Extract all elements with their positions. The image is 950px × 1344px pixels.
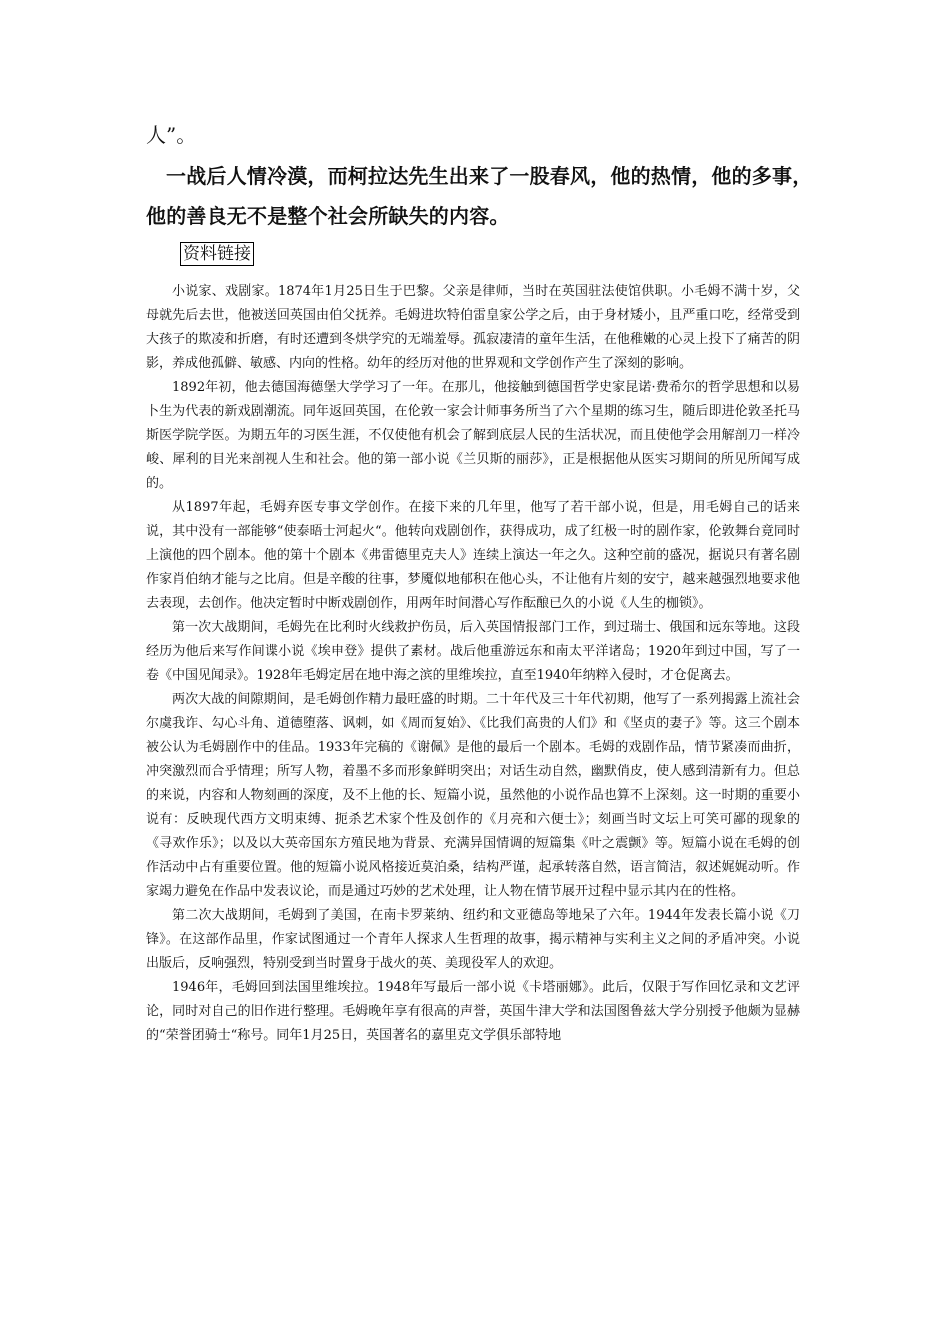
continuation-line: 人”。 [146, 123, 197, 147]
paragraph-literary-career: 从1897年起，毛姆弃医专事文学创作。在接下来的几年里，他写了若干部小说，但是，用毛姆自己的话来说，其中没有一部能够“使泰晤士河起火“。他转向戏剧创作，获得成功，成了红极一时的剧作家，伦敦舞台竟同时上演他的四个剧本。他的第十个剧本《弗雷德里克夫人》连续上演达一年之久。这种空前的盛况，据说只有著名剧作家肖伯纳才能与之比肩。但是辛酸的往事，梦魇似地郁积在他心头，不让他有片刻的安宁，越来越强烈地要求他去表现，去创作。他决定暂时中断戏剧创作，用两年时间潜心写作酝酿已久的小说《人生的枷锁》。 [146, 500, 800, 611]
biography-text [146, 280, 800, 1048]
paragraph-early-life: 小说家、戏剧家。1874年1月25日生于巴黎。父亲是律师，当时在英国驻法使馆供职。小毛姆不满十岁，父母就先后去世，他被送回英国由伯父抚养。毛姆进坎特伯雷皇家公学之后，由于身材矮小，且严重口吃，经常受到大孩子的欺凌和折磨，有时还遭到冬烘学究的无端羞辱。孤寂凄清的童年生活，在他稚嫩的心灵上投下了痛苦的阴影，养成他孤僻、敏感、内向的性格。幼年的经历对他的世界观和文学创作产生了深刻的影响。 [146, 284, 800, 371]
paragraph-interwar-period: 两次大战的间隙期间，是毛姆创作精力最旺盛的时期。二十年代及三十年代初期，他写了一系列揭露上流社会尔虞我诈、勾心斗角、道德堕落、讽刺，如《周而复始》、《比我们高贵的人们》和《坚贞的妻子》等。这三个剧本被公认为毛姆剧作中的佳品。1933年完稿的《谢佩》是他的最后一个剧本。毛姆的戏剧作品，情节紧凑而曲折，冲突激烈而合乎情理；所写人物，着墨不多而形象鲜明突出；对话生动自然，幽默俏皮，使人感到清新有力。但总的来说，内容和人物刻画的深度，及不上他的长、短篇小说，虽然他的小说作品也算不上深刻。这一时期的重要小说有：反映现代西方文明束缚、扼杀艺术家个性及创作的《月亮和六便士》；刻画当时文坛上可笑可鄙的现象的《寻欢作乐》；以及以大英帝国东方殖民地为背景、充满异国情调的短篇集《叶之震颤》等。短篇小说在毛姆的创作活动中占有重要位置。他的短篇小说风格接近莫泊桑，结构严谨，起承转落自然，语言简洁，叙述娓娓动听。作家竭力避免在作品中发表议论，而是通过巧妙的艺术处理，让人物在情节展开过程中显示其内在的性格。 [146, 692, 800, 899]
paragraph-later-years: 1946年，毛姆回到法国里维埃拉。1948年写最后一部小说《卡塔丽娜》。此后，仅限于写作回忆录和文艺评论，同时对自己的旧作进行整理。毛姆晚年享有很高的声誉，英国牛津大学和法国图鲁兹大学分别授予他颇为显赫的“荣誉团骑士“称号。同年1月25日，英国著名的嘉里克文学俱乐部特地 [146, 980, 800, 1043]
paragraph-education: 1892年初，他去德国海德堡大学学习了一年。在那儿，他接触到德国哲学史家昆诺·费希尔的哲学思想和以易卜生为代表的新戏剧潮流。同年返回英国，在伦敦一家会计师事务所当了六个星期的练习生，随后即进伦敦圣托马斯医学院学医。为期五年的习医生涯，不仅使他有机会了解到底层人民的生活状况，而且使他学会用解剖刀一样冷峻、犀利的目光来剖视人生和社会。他的第一部小说《兰贝斯的丽莎》，正是根据他从医实习期间的所见所闻写成的。 [146, 380, 800, 491]
paragraph-world-war-one: 第一次大战期间，毛姆先在比利时火线救护伤员，后入英国情报部门工作，到过瑞士、俄国和远东等地。这段经历为他后来写作间谍小说《埃申登》提供了素材。战后他重游远东和南太平洋诸岛；1920年到过中国，写了一卷《中国见闻录》。1928年毛姆定居在地中海之滨的里维埃拉，直至1940年纳粹入侵时，才仓促离去。 [146, 620, 800, 683]
highlight-paragraph: 一战后人情冷漠，而柯拉达先生出来了一股春风，他的热情，他的多事，他的善良无不是整个社会所缺失的内容。 [146, 164, 813, 228]
section-title: 资料链接 [180, 242, 254, 266]
paragraph-world-war-two: 第二次大战期间，毛姆到了美国，在南卡罗莱纳、纽约和文亚德岛等地呆了六年。1944年发表长篇小说《刀锋》。在这部作品里，作家试图通过一个青年人探求人生哲理的故事，揭示精神与实利主义之间的矛盾冲突。小说出版后，反响强烈，特别受到当时置身于战火的英、美现役军人的欢迎。 [146, 908, 800, 971]
